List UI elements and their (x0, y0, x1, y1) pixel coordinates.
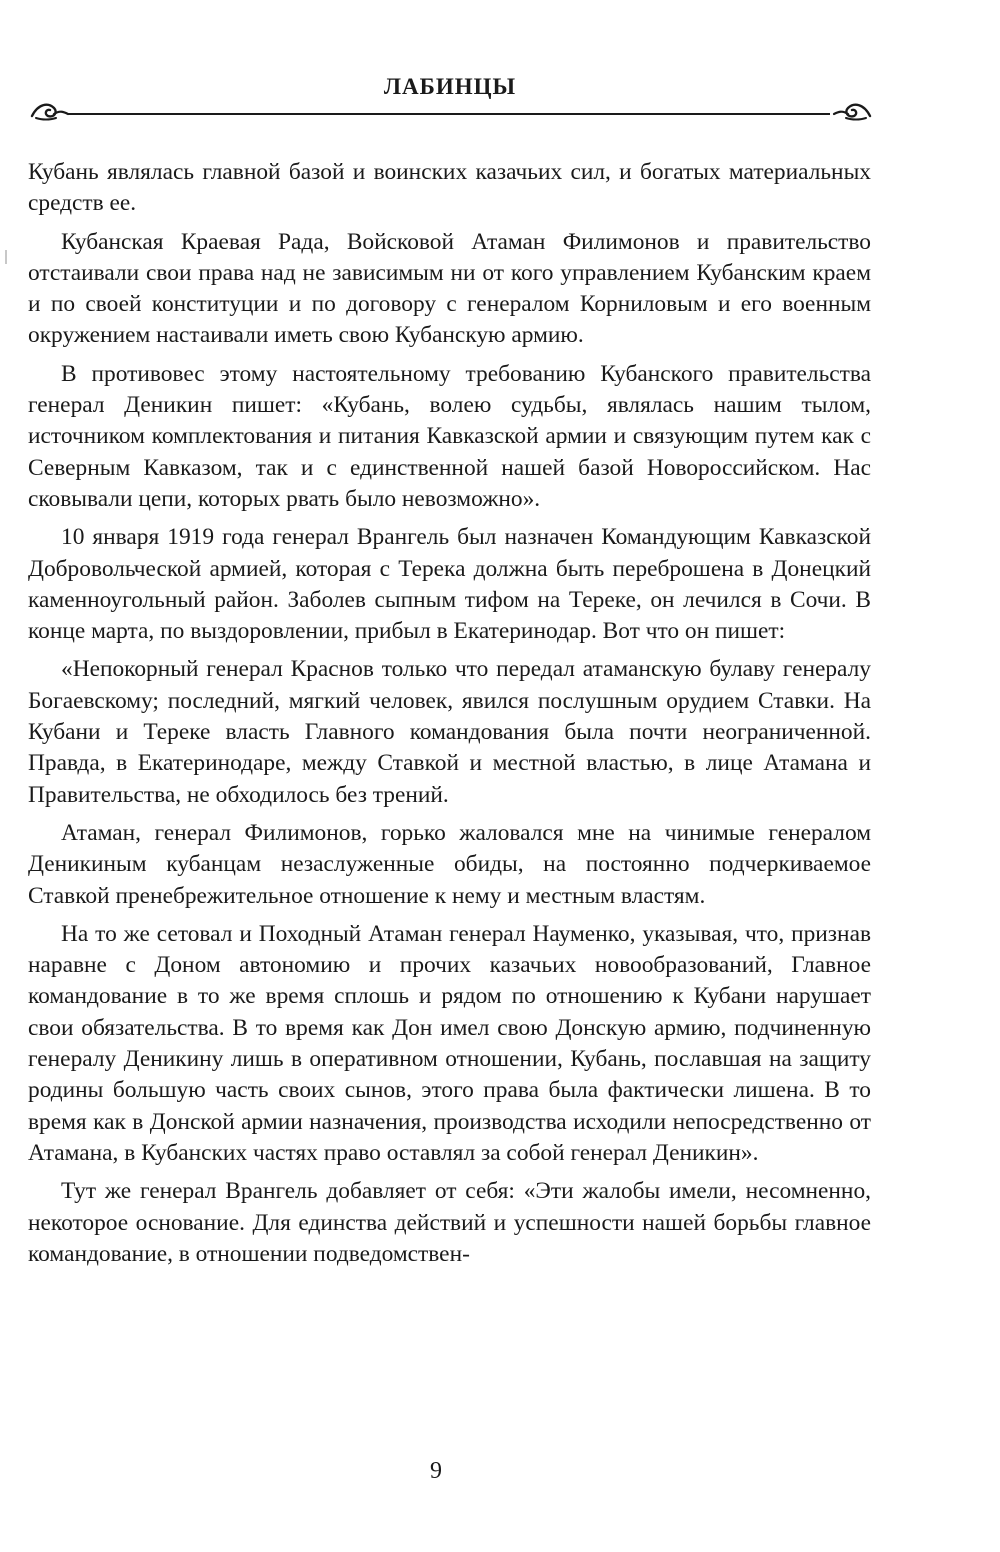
flourish-right-icon (832, 96, 872, 124)
paragraph: Атаман, генерал Филимонов, горько жаловался мне на чинимые генералом Деникиным кубанцам незаслуженные обиды, на постоянно подчеркиваемое Ставкой пренебрежительное отношение к нему и местным властям. (28, 819, 871, 909)
running-title: ЛАБИНЦЫ (383, 74, 517, 99)
page-number: 9 (430, 1458, 442, 1484)
paragraph: «Непокорный генерал Краснов только что передал атаманскую булаву генералу Богаевскому; последний, мягкий человек, явился послушным орудием Ставки. На Кубани и Тереке власть Главного командования была почти неограниченной. Правда, в Екатеринодаре, между Ставкой и местной властью, в лице Атамана и Правительства, не обходилось без трений. (28, 656, 871, 808)
paragraph: В противовес этому настоятельному требованию Кубанского правительства генерал Деникин пишет: «Кубань, волею судьбы, являлась нашим тылом, источником комплектования и питания Кавказской армии и связующим путем как с Северным Кавказом, так и с единственной нашей базой Новороссийском. Нас сковывали цепи, которых рвать было невозможно». (28, 360, 871, 512)
paragraph: Кубань являлась главной базой и воинских казачьих сил, и богатых материальных средств ее. (28, 159, 871, 217)
header-rule (68, 113, 830, 115)
paragraph: Тут же генерал Врангель добавляет от себя: «Эти жалобы имели, несомненно, некоторое основание. Для единства действий и успешности нашей борьбы главное командование, в отношении подведомствен- (28, 1178, 871, 1267)
paragraph: Кубанская Краевая Рада, Войсковой Атаман Филимонов и правительство отстаивали свои права над не зависимым ни от кого управлением Кубанским краем и по своей конституции и по договору с генералом Корниловым и его военным окружением настаивали иметь свою Кубанскую армию. (28, 228, 871, 349)
paragraph: На то же сетовал и Походный Атаман генерал Науменко, указывая, что, признав наравне с Доном автономию и прочих казачьих новообразований, Главное командование в то же время сплошь и рядом по отношению к Кубани нарушает свои обязательства. В то время как Дон имел свою Донскую армию, подчиненную генералу Деникину лишь в оперативном отношении, Кубань, пославшая на защиту родины большую часть своих сынов, этого права была фактически лишена. В то время как в Донской армии назначения, производства исходили непосредственно от Атамана, в Кубанских частях право оставлял за собой генерал Деникин». (28, 920, 871, 1166)
flourish-left-icon (30, 96, 70, 124)
paragraph: 10 января 1919 года генерал Врангель был назначен Командующим Кавказской Добровольческой армией, которая с Терека должна быть переброшена в Донецкий каменноугольный район. Заболев сыпным тифом на Тереке, он лечился в Сочи. В конце марта, по выздоровлении, прибыл в Екатеринодар. Вот что он пишет: (28, 524, 871, 645)
margin-scan-mark (5, 250, 7, 264)
body-text (28, 157, 871, 1277)
running-header (28, 74, 872, 134)
